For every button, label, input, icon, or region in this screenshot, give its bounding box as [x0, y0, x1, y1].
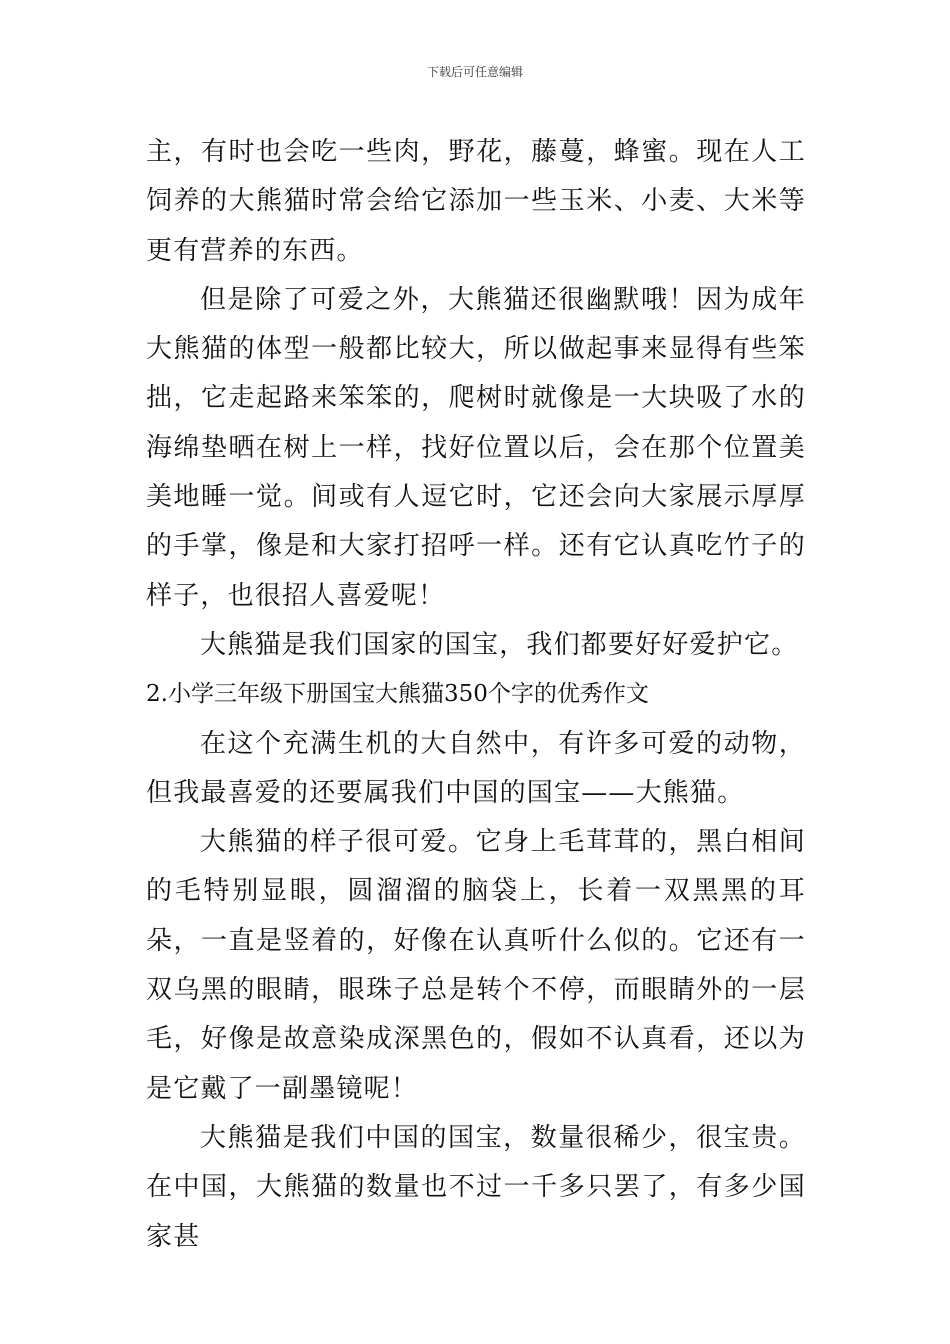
paragraph-protect: 大熊猫是我们国家的国宝，我们都要好好爱护它。 [200, 629, 799, 660]
section-heading: 2.小学三年级下册国宝大熊猫350个字的优秀作文 [146, 681, 649, 708]
paragraph-humor: 但是除了可爱之外，大熊猫还很幽默哦！因为成年大熊猫的体型一般都比较大，所以做起事来显得有些笨拙，它走起路来笨笨的，爬树时就像是一大块吸了水的海绵垫晒在树上一样，找好位置以后，会在那个位置美美地睡一觉。间或有人逗它时，它还会向大家展示厚厚的手掌，像是和大家打招呼一样。还有它认真吃竹子的样子，也很招人喜爱呢！ [146, 284, 806, 611]
paragraph-appearance: 大熊猫的样子很可爱。它身上毛茸茸的，黑白相间的毛特别显眼，圆溜溜的脑袋上，长着一双黑黑的耳朵，一直是竖着的，好像在认真听什么似的。它还有一双乌黑的眼睛，眼珠子总是转个不停，而眼睛外的一层毛，好像是故意染成深黑色的，假如不认真看，还以为是它戴了一副墨镜呢！ [146, 827, 806, 1104]
document-body [146, 128, 806, 1262]
page-header: 下载后可任意编辑 [426, 65, 523, 79]
paragraph-food: 主，有时也会吃一些肉，野花，藤蔓，蜂蜜。现在人工饲养的大熊猫时常会给它添加一些玉米、小麦、大米等更有营养的东西。 [146, 137, 806, 266]
paragraph-rarity: 大熊猫是我们中国的国宝，数量很稀少，很宝贵。在中国，大熊猫的数量也不过一千多只罢了，有多少国家甚 [146, 1122, 806, 1252]
paragraph-intro: 在这个充满生机的大自然中，有许多可爱的动物，但我最喜爱的还要属我们中国的国宝——大熊猫。 [146, 728, 806, 808]
